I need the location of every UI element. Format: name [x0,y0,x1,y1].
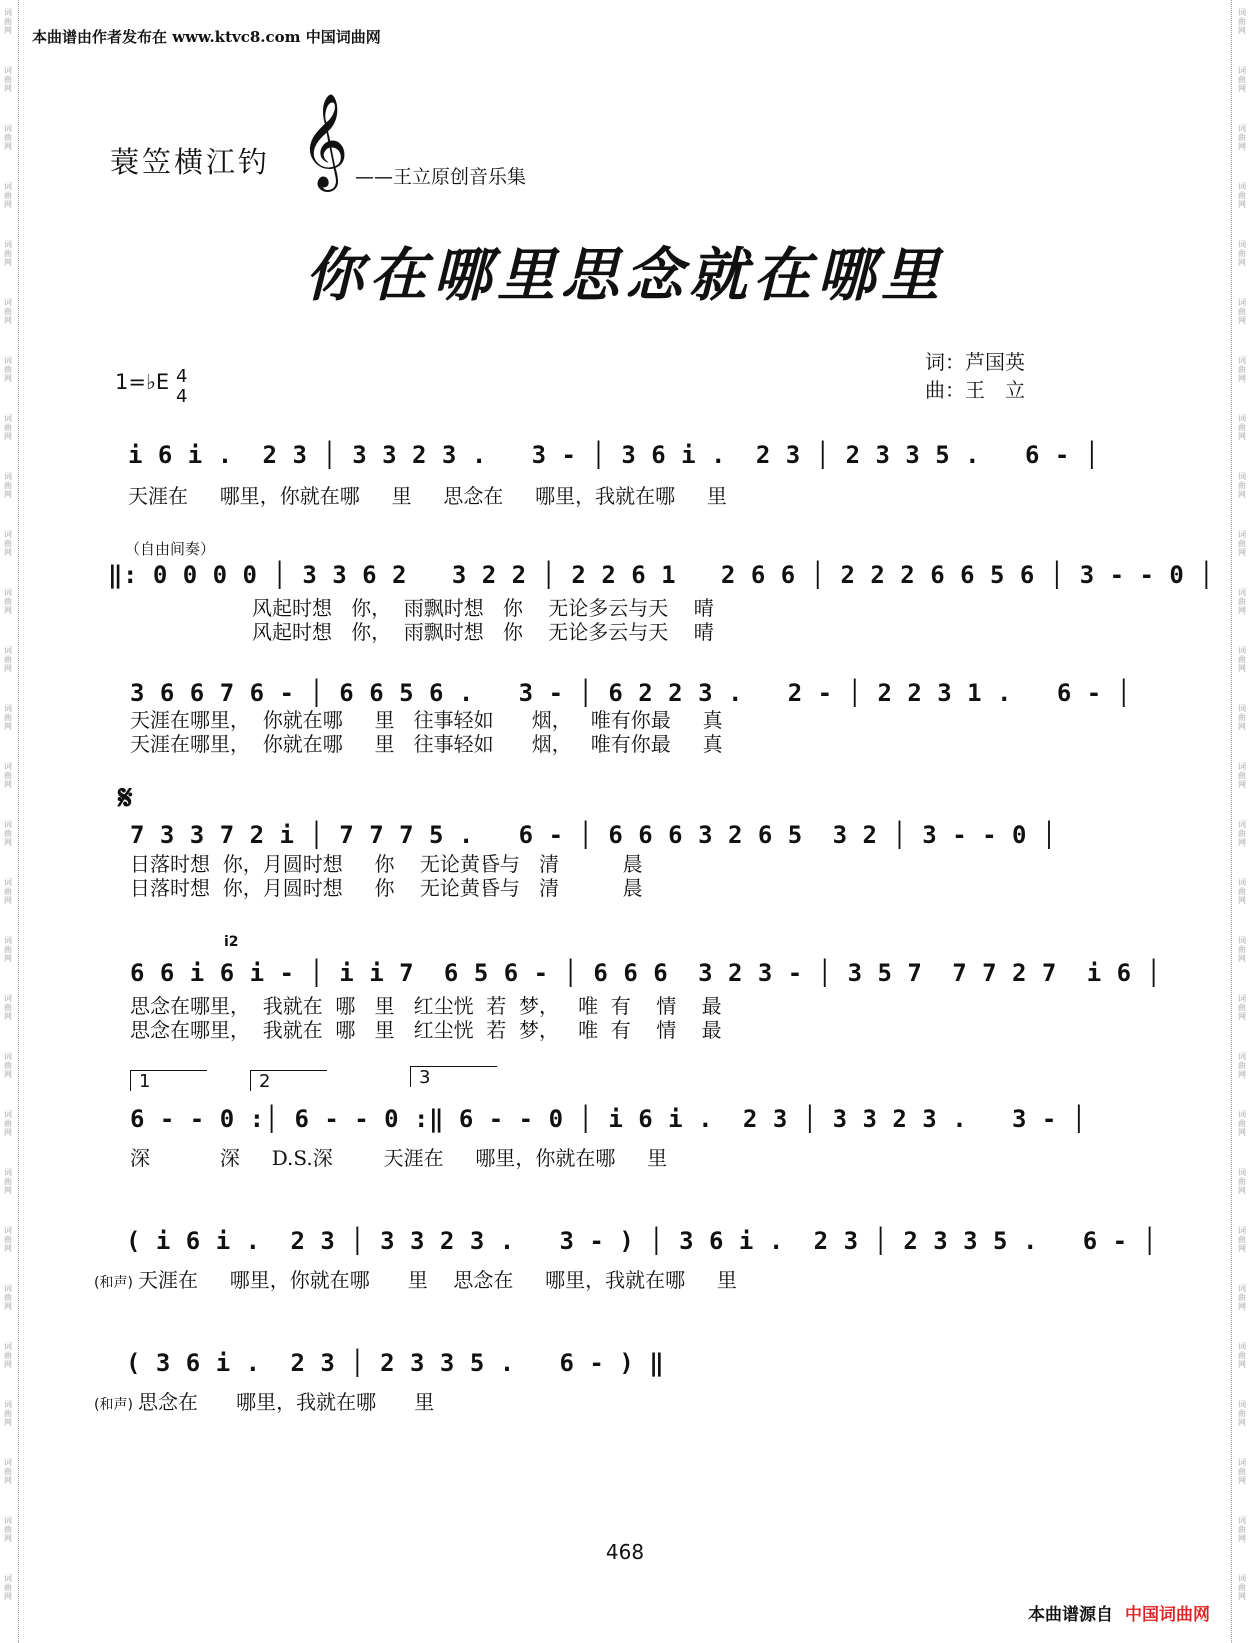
edge-watermark: 词曲网 [1238,298,1246,325]
lyric-row: 深 深 D.S.深 天涯在 哪里，你就在哪 里 [130,1146,668,1170]
edge-watermark: 词曲网 [1238,1516,1246,1543]
edge-watermark: 词曲网 [4,1458,12,1485]
edge-watermark: 词曲网 [4,298,12,325]
edge-watermark: 词曲网 [4,356,12,383]
edge-watermark: 词曲网 [1238,182,1246,209]
edge-watermark: 词曲网 [1238,704,1246,731]
edge-watermark: 词曲网 [1238,762,1246,789]
edge-watermark: 词曲网 [1238,1342,1246,1369]
edge-watermark: 词曲网 [4,994,12,1021]
edge-watermark: 词曲网 [1238,646,1246,673]
lyric-row-verse-1: 日落时想 你，月圆时想 你 无论黄昏与 清 晨 [130,852,643,876]
segno-icon: 𝄋 [118,778,133,818]
edge-watermark: 词曲网 [4,1400,12,1427]
footer-text: 本曲谱源自 [1028,1605,1113,1625]
edge-watermark: 词曲网 [4,240,12,267]
lyric-row: 思念在 哪里，我就在哪 里 [138,1390,435,1414]
third-ending-bracket: 3 [410,1066,497,1087]
harmony-label: (和声) [94,1275,133,1291]
key-signature: 1=♭E [115,370,170,394]
edge-watermark: 词曲网 [4,588,12,615]
lyric-row-verse-2: 天涯在哪里， 你就在哪 里 往事轻如 烟， 唯有你最 真 [130,732,723,756]
edge-watermark: 词曲网 [1238,936,1246,963]
first-ending-bracket: 1 [130,1070,207,1091]
footer-source [1028,1600,1210,1625]
edge-watermark: 词曲网 [1238,1284,1246,1311]
credits [925,348,1025,404]
edge-watermark: 词曲网 [4,1574,12,1601]
edge-watermark: 词曲网 [4,762,12,789]
edge-watermark: 词曲网 [1238,1574,1246,1601]
edge-watermark: 词曲网 [4,414,12,441]
edge-watermark: 词曲网 [4,1342,12,1369]
notation-row: ‖: 0 0 0 0 │ 3 3 6 2 3 2 2 │ 2 2 6 1 2 6 6 │ 2 2 2 6 6 5 6 │ 3 - - 0 │ [108,561,1215,589]
edge-watermark: 词曲网 [4,1284,12,1311]
lyric-row-verse-1: 天涯在哪里， 你就在哪 里 往事轻如 烟， 唯有你最 真 [130,708,723,732]
lyric-row-verse-1: 思念在哪里， 我就在 哪 里 红尘恍 若 梦， 唯 有 情 最 [130,994,722,1018]
edge-watermark: 词曲网 [1238,994,1246,1021]
edge-watermark: 词曲网 [4,820,12,847]
lyricist-credit: 词：芦国英 [925,350,1025,374]
edge-watermark: 词曲网 [4,878,12,905]
edge-watermark: 词曲网 [4,704,12,731]
edge-watermark: 词曲网 [4,1052,12,1079]
edge-watermark: 词曲网 [1238,124,1246,151]
page-number: 468 [605,1540,645,1564]
lyric-row-verse-2: 思念在哪里， 我就在 哪 里 红尘恍 若 梦， 唯 有 情 最 [130,1018,722,1042]
edge-watermark: 词曲网 [1238,588,1246,615]
edge-watermark: 词曲网 [1238,414,1246,441]
time-signature: 4 4 [176,366,188,407]
notation-row: ( i 6 i . 2 3 │ 3 3 2 3 . 3 - ) │ 3 6 i . 2 3 │ 2 3 3 5 . 6 - │ [126,1227,1158,1255]
grace-note: i2 [224,934,239,950]
harmony-label: (和声) [94,1397,133,1413]
lyric-row: 天涯在 哪里，你就在哪 里 思念在 哪里，我就在哪 里 [138,1268,737,1292]
free-interlude-annotation: （自由间奏） [125,540,216,558]
notation-row: 7 3 3 7 2 i │ 7 7 7 5 . 6 - │ 6 6 6 3 2 6 5 3 2 │ 3 - - 0 │ [130,821,1057,849]
footer-site-link[interactable]: 中国词曲网 [1125,1605,1210,1625]
edge-watermark: 词曲网 [1238,66,1246,93]
edge-watermark: 词曲网 [1238,8,1246,35]
edge-watermark: 词曲网 [1238,820,1246,847]
composer-credit: 曲：王 立 [925,378,1025,402]
edge-watermark: 词曲网 [1238,240,1246,267]
edge-watermark: 词曲网 [4,1516,12,1543]
edge-watermark: 词曲网 [4,472,12,499]
edge-watermark: 词曲网 [1238,1168,1246,1195]
lyric-row-verse-2: 风起时想 你， 雨飘时想 你 无论多云与天 晴 [252,620,714,644]
edge-watermark: 词曲网 [4,936,12,963]
header-source-note: 本曲谱由作者发布在 www.ktvc8.com 中国词曲网 [32,28,381,46]
edge-watermark: 词曲网 [4,66,12,93]
edge-watermark: 词曲网 [4,1226,12,1253]
notation-row: 6 - - 0 :│ 6 - - 0 :‖ 6 - - 0 │ i 6 i . 2 3 │ 3 3 2 3 . 3 - │ [130,1105,1087,1133]
lyric-row: 天涯在 哪里，你就在哪 里 思念在 哪里，我就在哪 里 [128,484,727,508]
edge-watermark: 词曲网 [1238,1400,1246,1427]
treble-clef-icon: 𝄞 [300,93,349,188]
edge-watermark: 词曲网 [4,1110,12,1137]
edge-watermark: 词曲网 [4,646,12,673]
edge-watermark: 词曲网 [1238,530,1246,557]
edge-watermark: 词曲网 [1238,356,1246,383]
collection-subtitle: ——王立原创音乐集 [355,166,527,188]
edge-watermark: 词曲网 [1238,472,1246,499]
edge-watermark: 词曲网 [4,182,12,209]
edge-watermark: 词曲网 [1238,1110,1246,1137]
notation-row: ( 3 6 i . 2 3 │ 2 3 3 5 . 6 - ) ‖ [126,1349,665,1377]
collection-title: 蓑笠横江钓 [110,145,271,179]
notation-row: 3 6 6 7 6 - │ 6 6 5 6 . 3 - │ 6 2 2 3 . 2 - │ 2 2 3 1 . 6 - │ [130,679,1132,707]
edge-watermark: 词曲网 [4,530,12,557]
edge-watermark: 词曲网 [1238,878,1246,905]
second-ending-bracket: 2 [250,1070,327,1091]
edge-watermark: 词曲网 [4,1168,12,1195]
edge-watermark: 词曲网 [1238,1052,1246,1079]
song-title: 你在哪里思念就在哪里 [304,241,945,309]
lyric-row-verse-2: 日落时想 你，月圆时想 你 无论黄昏与 清 晨 [130,876,643,900]
lyric-row-verse-1: 风起时想 你， 雨飘时想 你 无论多云与天 晴 [252,596,714,620]
notation-row: i 6 i . 2 3 │ 3 3 2 3 . 3 - │ 3 6 i . 2 3 │ 2 3 3 5 . 6 - │ [128,441,1100,469]
edge-watermark: 词曲网 [1238,1226,1246,1253]
edge-watermark: 词曲网 [1238,1458,1246,1485]
edge-watermark: 词曲网 [4,8,12,35]
notation-row: 6 6 i 6 i - │ i i 7 6 5 6 - │ 6 6 6 3 2 3 - │ 3 5 7 7 7 2 7 i 6 │ [130,959,1162,987]
edge-watermark: 词曲网 [4,124,12,151]
